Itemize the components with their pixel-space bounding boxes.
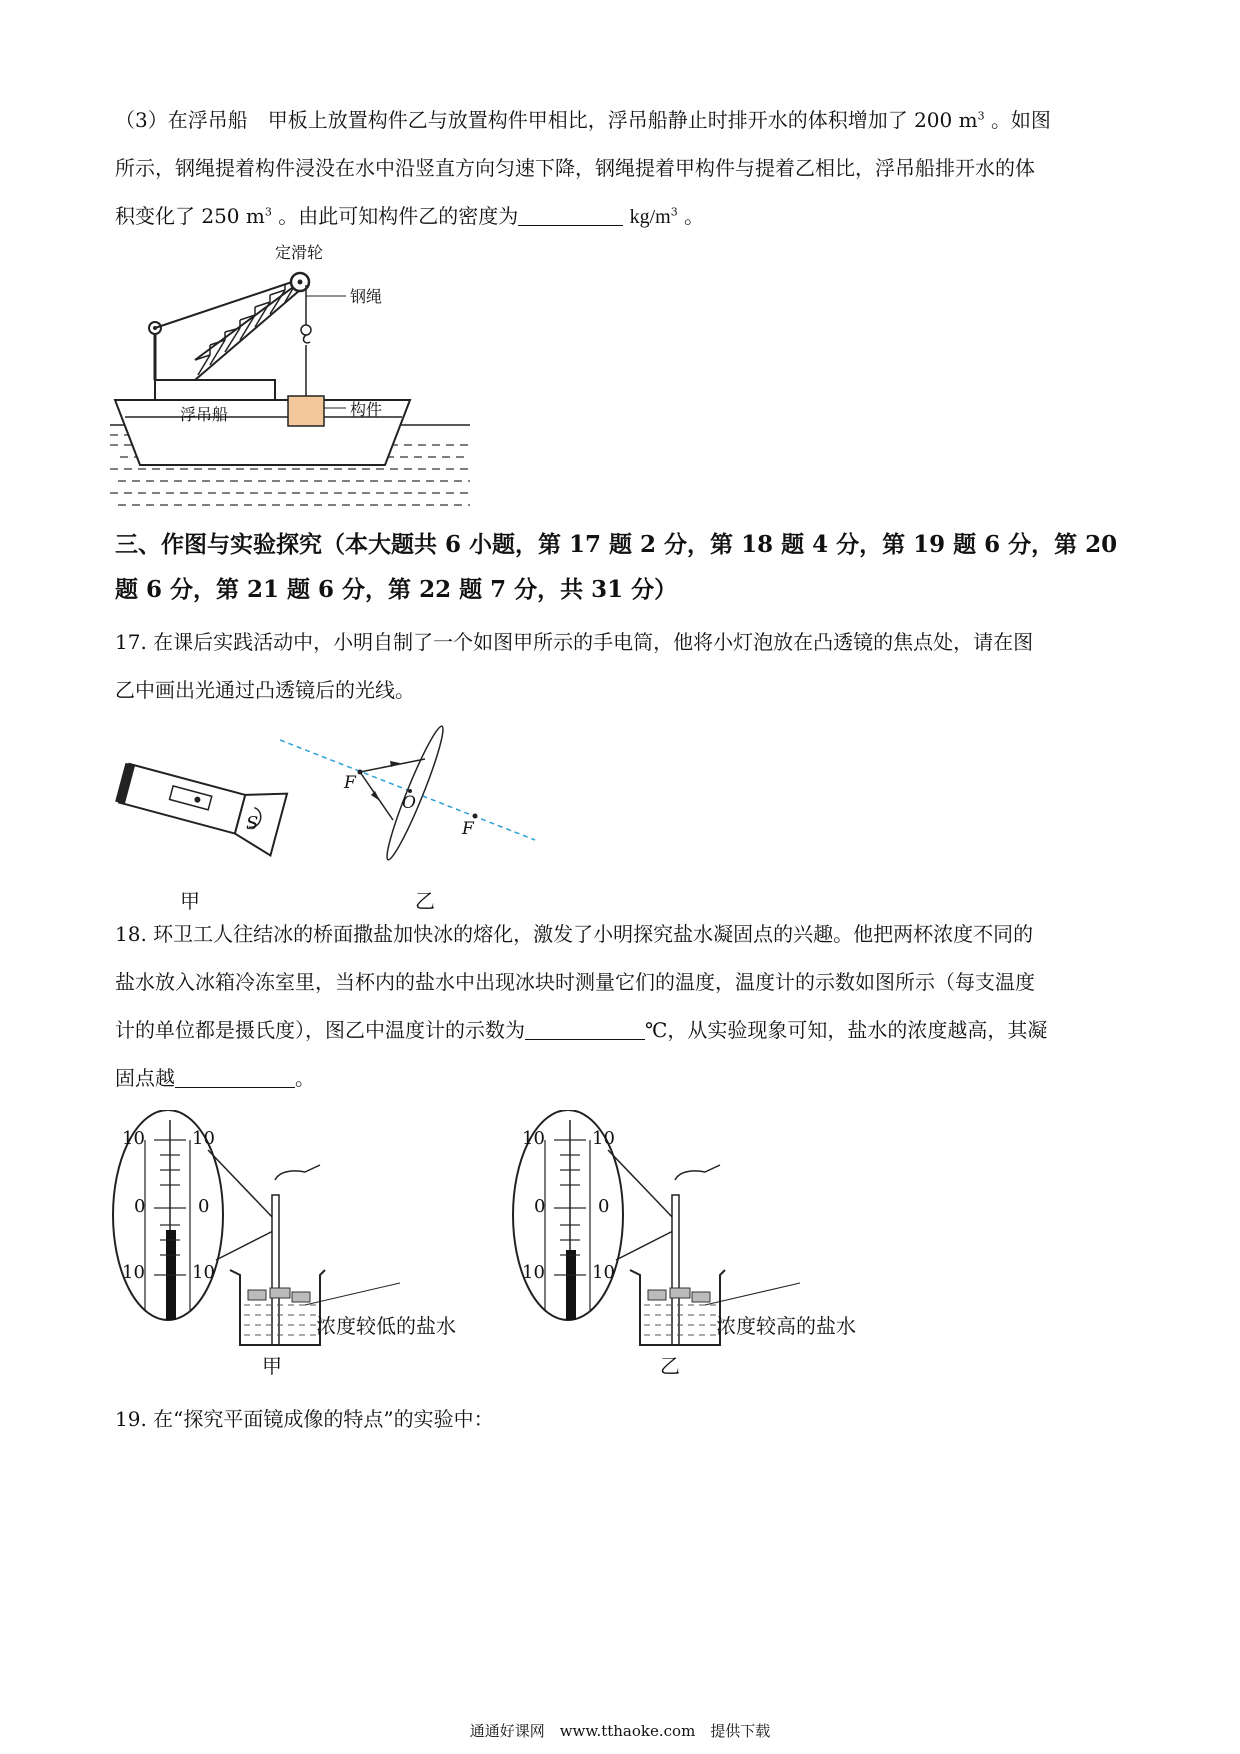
q16-line2: 所示，钢绳提着构件浸没在水中沿竖直方向匀速下降，钢绳提着甲构件与提着乙相比，浮吊船排开水的体 bbox=[115, 156, 1035, 180]
q17-text: 17. 在课后实践活动中，小明自制了一个如图甲所示的手电筒，他将小灯泡放在凸透镜的焦点处，请在图 乙中画出光通过凸透镜后的光线。 bbox=[115, 630, 1034, 702]
component-block bbox=[288, 396, 324, 426]
crane-drawing bbox=[110, 260, 470, 510]
answer-blank-density[interactable] bbox=[518, 203, 623, 226]
thermometer-figure-a bbox=[110, 1110, 470, 1350]
label-high-concentration: 浓度较高的盐水 bbox=[716, 1316, 856, 1338]
thermometer-figure-b bbox=[510, 1110, 870, 1350]
scale-a-bot-left: 10 bbox=[122, 1262, 145, 1283]
scale-b-top-left: 10 bbox=[522, 1128, 545, 1149]
answer-blank-temperature[interactable] bbox=[525, 1017, 645, 1040]
flashlight-figure bbox=[110, 755, 300, 875]
scale-b-top-right: 10 bbox=[592, 1128, 615, 1149]
hook-ring-icon bbox=[301, 325, 311, 335]
q19-text: 19. 在“探究平面镜成像的特点”的实验中： bbox=[115, 1407, 494, 1431]
lens-figure bbox=[280, 725, 540, 875]
q16-line3: 积变化了 250 $m^3$ 。由此可知构件乙的密度为 $kg/m^3$ 。 bbox=[115, 204, 705, 228]
scale-a-bot-right: 10 bbox=[192, 1262, 215, 1283]
q16-part3 bbox=[115, 96, 1125, 241]
scale-b-bot-right: 10 bbox=[592, 1262, 615, 1283]
label-low-concentration: 浓度较低的盐水 bbox=[316, 1316, 456, 1338]
hook-icon bbox=[303, 335, 310, 352]
caption-thermometer-b: 乙 bbox=[660, 1354, 680, 1378]
label-s: S bbox=[246, 813, 259, 834]
answer-blank-freezing-point[interactable] bbox=[175, 1065, 295, 1088]
label-o: O bbox=[402, 793, 416, 813]
page-footer: 通通好课网 www.tthaoke.com 提供下载 bbox=[469, 1722, 771, 1740]
q16-line1: （3）在浮吊船 甲板上放置构件乙与放置构件甲相比，浮吊船静止时排开水的体积增加了 200 $m^3$ 。如图 bbox=[115, 108, 1051, 132]
label-f-left: F bbox=[344, 773, 356, 793]
crane-figure bbox=[110, 245, 470, 510]
scale-b-mid-right: 0 bbox=[598, 1196, 610, 1217]
label-f-right: F bbox=[462, 819, 474, 839]
scale-a-top-right: 10 bbox=[192, 1128, 215, 1149]
q18-text: 18. 环卫工人往结冰的桥面撒盐加快冰的熔化，激发了小明探究盐水凝固点的兴趣。他把两杯浓度不同的 盐水放入冰箱冷冻室里，当杯内的盐水中出现冰块时测量它们的温度，温度计的示数如图所示（每支温度 计的单位都是摄氏度），图乙中温度计的示数为 ℃，从实验现象可知，盐水的浓度越高，其凝 固点越 。 bbox=[115, 922, 1048, 1090]
label-rope: 钢绳 bbox=[350, 289, 383, 306]
scale-a-top-left: 10 bbox=[122, 1128, 145, 1149]
caption-lens: 乙 bbox=[415, 889, 435, 913]
caption-flashlight: 甲 bbox=[180, 889, 200, 913]
scale-a-mid-right: 0 bbox=[198, 1196, 210, 1217]
label-component: 构件 bbox=[350, 402, 383, 419]
label-pulley: 定滑轮 bbox=[275, 245, 324, 262]
section3-heading: 三、作图与实验探究（本大题共 6 小题，第 17 题 2 分，第 18 题 4 分，第 19 题 6 分，第 20 题 6 分，第 21 题 6 分，第 22 题 7 分，共 31 分） bbox=[115, 531, 1118, 603]
scale-b-mid-left: 0 bbox=[534, 1196, 546, 1217]
scale-a-mid-left: 0 bbox=[134, 1196, 146, 1217]
label-ship: 浮吊船 bbox=[180, 407, 229, 424]
flashlight-drawing bbox=[110, 755, 300, 865]
scale-b-bot-left: 10 bbox=[522, 1262, 545, 1283]
caption-thermometer-a: 甲 bbox=[262, 1354, 282, 1378]
